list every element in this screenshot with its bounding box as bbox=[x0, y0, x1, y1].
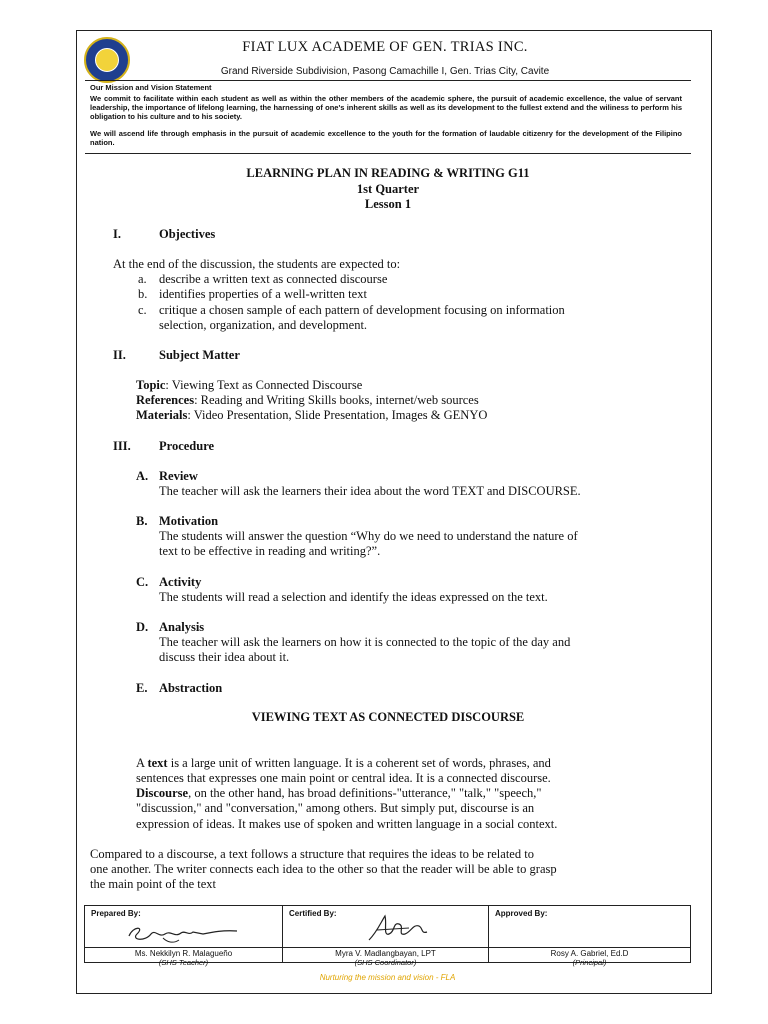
school-logo bbox=[84, 37, 130, 83]
review-title: Review bbox=[159, 469, 198, 483]
subject-number: II. bbox=[113, 348, 126, 362]
motivation-text-continued: text to be effective in reading and writing?”. bbox=[159, 544, 381, 558]
procedure-heading: Procedure bbox=[159, 439, 215, 453]
mission-title: Our Mission and Vision Statement bbox=[90, 83, 212, 92]
objective-item: describe a written text as connected discourse bbox=[159, 272, 388, 286]
references-label: References bbox=[136, 393, 195, 407]
objective-item-continued: selection, organization, and development. bbox=[159, 318, 368, 332]
materials-value: : Video Presentation, Slide Presentation, Images & GENYO bbox=[187, 408, 488, 422]
school-address: Grand Riverside Subdivision, Pasong Camachille I, Gen. Trias City, Cavite bbox=[220, 66, 550, 77]
lesson-label: Lesson 1 bbox=[364, 197, 412, 211]
signature-line bbox=[283, 947, 488, 948]
motivation-text: The students will answer the question “Why do we need to understand the nature of bbox=[159, 529, 578, 543]
approved-by-label: Approved By: bbox=[495, 909, 548, 918]
references-value: : Reading and Writing Skills books, internet/web sources bbox=[194, 393, 479, 407]
prepared-by-name: Ms. Nekkilyn R. Malagueño bbox=[134, 949, 233, 958]
approved-by-name: Rosy A. Gabriel, Ed.D bbox=[550, 949, 629, 958]
prepared-by-role: (SHS Teacher) bbox=[158, 958, 209, 967]
materials-line bbox=[136, 408, 487, 423]
objectives-heading: Objectives bbox=[159, 227, 216, 241]
materials-label: Materials bbox=[136, 408, 188, 422]
school-name: FIAT LUX ACADEME OF GEN. TRIAS INC. bbox=[242, 39, 528, 55]
subject-heading: Subject Matter bbox=[159, 348, 240, 362]
analysis-text: The teacher will ask the learners on how it is connected to the topic of the day and bbox=[159, 635, 571, 649]
objective-letter: b. bbox=[138, 287, 148, 301]
analysis-text-continued: discuss their idea about it. bbox=[159, 650, 290, 664]
approved-by-role: (Principal) bbox=[572, 958, 607, 967]
discourse-term: Discourse bbox=[136, 786, 189, 800]
motivation-title: Motivation bbox=[159, 514, 219, 528]
approved-by-cell bbox=[489, 906, 690, 967]
topic-label: Topic bbox=[136, 378, 166, 392]
objective-item: identifies properties of a well-written text bbox=[159, 287, 367, 301]
signature-line bbox=[85, 947, 282, 948]
prepared-by-label: Prepared By: bbox=[91, 909, 141, 918]
topic-line bbox=[136, 378, 362, 393]
procedure-number: III. bbox=[113, 439, 131, 453]
paragraph-line bbox=[136, 756, 551, 771]
abstraction-heading: VIEWING TEXT AS CONNECTED DISCOURSE bbox=[251, 710, 525, 724]
paragraph-line: sentences that expresses one main point or central idea. It is a connected discourse. bbox=[136, 771, 551, 785]
quarter-label: 1st Quarter bbox=[356, 182, 420, 196]
review-letter: A. bbox=[136, 469, 149, 483]
paragraph-line: the main point of the text bbox=[90, 877, 217, 891]
paragraph-line bbox=[136, 786, 542, 801]
abstraction-letter: E. bbox=[136, 681, 148, 695]
objective-item: critique a chosen sample of each pattern of development focusing on information bbox=[159, 303, 565, 317]
paragraph-line: one another. The writer connects each idea to the other so that the reader will be able to grasp bbox=[90, 862, 557, 876]
objective-letter: a. bbox=[138, 272, 147, 286]
signature-image bbox=[363, 912, 433, 946]
activity-text: The students will read a selection and identify the ideas expressed on the text. bbox=[159, 590, 548, 604]
certified-by-role: (SHS Coordinator) bbox=[354, 958, 417, 967]
review-text: The teacher will ask the learners their idea about the word TEXT and DISCOURSE. bbox=[159, 484, 581, 498]
signature-image bbox=[123, 920, 243, 946]
mission-divider bbox=[85, 153, 691, 154]
prepared-by-cell bbox=[85, 906, 283, 967]
references-line bbox=[136, 393, 479, 408]
activity-letter: C. bbox=[136, 575, 149, 589]
header-divider bbox=[85, 80, 691, 81]
plan-title: LEARNING PLAN IN READING & WRITING G11 bbox=[246, 166, 530, 180]
activity-title: Activity bbox=[159, 575, 202, 589]
signature-table bbox=[84, 905, 691, 967]
analysis-title: Analysis bbox=[159, 620, 205, 634]
certified-by-cell bbox=[283, 906, 489, 967]
certified-by-name: Myra V. Madlangbayan, LPT bbox=[335, 949, 436, 958]
abstraction-title: Abstraction bbox=[159, 681, 223, 695]
footer-tagline: Nurturing the mission and vision - FLA bbox=[319, 973, 456, 982]
topic-value: : Viewing Text as Connected Discourse bbox=[165, 378, 363, 392]
certified-by-label: Certified By: bbox=[289, 909, 337, 918]
text-term: text bbox=[147, 756, 168, 770]
objectives-intro: At the end of the discussion, the students are expected to: bbox=[113, 257, 401, 271]
paragraph-line: "discussion," and "conversation," among others. But simply put, discourse is an bbox=[136, 801, 535, 815]
objectives-number: I. bbox=[113, 227, 121, 241]
objective-letter: c. bbox=[138, 303, 147, 317]
discourse-definition: , on the other hand, has broad definitions-"utterance," "talk," "speech," bbox=[188, 786, 542, 800]
motivation-letter: B. bbox=[136, 514, 148, 528]
text-article: A bbox=[136, 756, 148, 770]
text-definition: is a large unit of written language. It is a coherent set of words, phrases, and bbox=[167, 756, 551, 770]
vision-statement: We will ascend life through emphasis in the pursuit of academic excellence to the youth for the formation of laudable citizenry for the development of the Filipino nation. bbox=[90, 129, 682, 147]
signature-line bbox=[489, 947, 690, 948]
paragraph-line: expression of ideas. It makes use of spoken and written language in a social context. bbox=[136, 817, 558, 831]
logo-emblem bbox=[95, 48, 119, 72]
mission-statement: We commit to facilitate within each student as well as within the other members of the academic sphere, the pursuit of academic excellence, the value of servant leadership, the importance of lifelong learning, the harnessing of one's inherent skills as well as its development to the fullest extend and the wiliness to perform his obligation to his culture and to his society. bbox=[90, 94, 682, 121]
paragraph-line: Compared to a discourse, a text follows a structure that requires the ideas to be related to bbox=[90, 847, 534, 861]
analysis-letter: D. bbox=[136, 620, 149, 634]
